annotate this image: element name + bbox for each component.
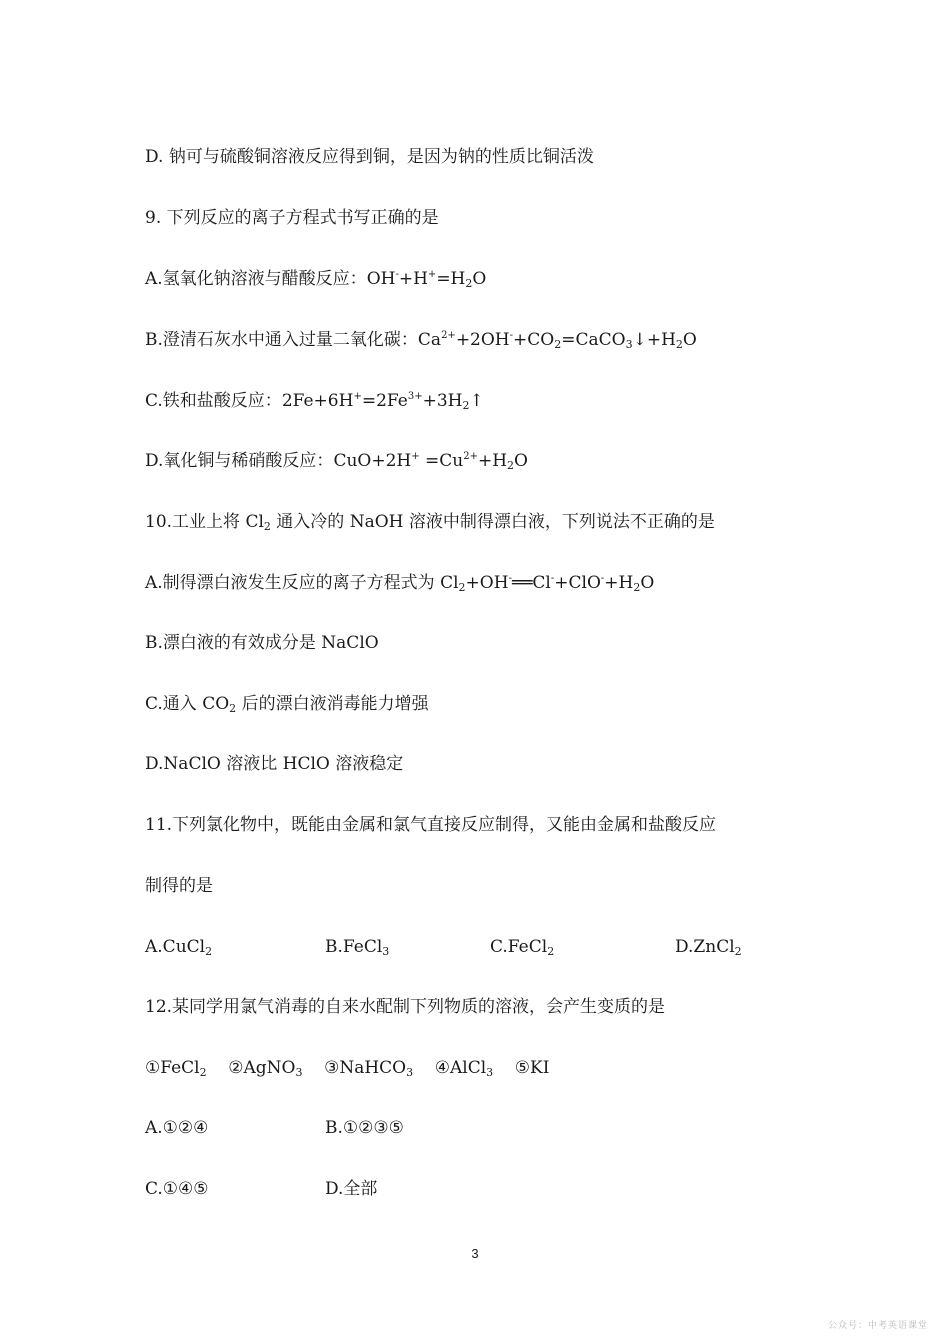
q11-option-a-text: A.CuCl <box>145 937 206 957</box>
q9-option-d: D.氧化铜与稀硝酸反应：$CuO+2H^+ =Cu^{2+}+H_2O$ <box>145 451 528 472</box>
watermark: 公众号：中考英语课堂 <box>827 1321 928 1331</box>
q12-item-2-text: ②AgNO <box>228 1058 296 1078</box>
q10-option-a: A.制得漂白液发生反应的离子方程式为 $Cl_2+OH^-══Cl^-+ClO^-+H_2O$ <box>145 573 655 594</box>
q10-option-d: D.NaClO 溶液比 HClO 溶液稳定 <box>145 754 404 774</box>
q11-stem-line2: 制得的是 <box>145 876 213 896</box>
q9-option-b: B.澄清石灰水中通入过量二氧化碳：$Ca^{2+}+2OH^-+CO_2=CaCO_3↓+H_2O$ <box>145 330 697 351</box>
q10-option-c-pre: C.通入 <box>145 694 203 714</box>
q12-option-c: C.①④⑤ <box>145 1179 209 1199</box>
q10-stem: 10.工业上将 $Cl_2$ 通入冷的 NaOH 溶液中制得漂白液，下列说法不正确的是 <box>145 512 715 533</box>
q12-item-1: ①FeCl$_2$ <box>145 1058 207 1079</box>
q9-option-c: C.铁和盐酸反应：$2Fe+6H^+=2Fe^{3+}+3H_2↑$ <box>145 391 484 412</box>
q11-option-b-text: B.FeCl <box>325 937 383 957</box>
q10-stem-pre: 10.工业上将 <box>145 512 246 532</box>
q12-item-3-text: ③NaHCO <box>324 1058 407 1078</box>
q9-option-d-text: D.氧化铜与稀硝酸反应： <box>145 451 334 471</box>
q12-option-a: A.①②④ <box>145 1118 209 1138</box>
q11-option-c: C.FeCl$_2$ <box>490 937 555 958</box>
q9-option-a-text: A.氢氧化钠溶液与醋酸反应： <box>145 269 367 289</box>
q11-option-a: A.CuCl$_2$ <box>145 937 213 958</box>
q12-item-4-text: ④AlCl <box>434 1058 487 1078</box>
q12-item-4: ④AlCl$_3$ <box>434 1058 494 1079</box>
q9-stem: 9. 下列反应的离子方程式书写正确的是 <box>145 208 439 228</box>
q10-option-a-text: A.制得漂白液发生反应的离子方程式为 <box>145 573 441 593</box>
q11-option-c-text: C.FeCl <box>490 937 548 957</box>
q11-option-d: D.ZnCl$_2$ <box>675 937 742 958</box>
q10-option-b: B.漂白液的有效成分是 NaClO <box>145 633 379 653</box>
q12-item-1-text: ①FeCl <box>145 1058 200 1078</box>
q12-item-5: ⑤KI <box>514 1058 550 1078</box>
q12-option-d: D.全部 <box>325 1179 378 1199</box>
q10-option-c-post: 后的漂白液消毒能力增强 <box>236 694 429 714</box>
q11-stem-line1: 11.下列氯化物中，既能由金属和氯气直接反应制得，又能由金属和盐酸反应 <box>145 815 717 835</box>
q11-option-b: B.FeCl$_3$ <box>325 937 390 958</box>
q12-option-b: B.①②③⑤ <box>325 1118 404 1138</box>
q10-option-c: C.通入 $CO_2$ 后的漂白液消毒能力增强 <box>145 694 429 715</box>
q12-item-3: ③NaHCO$_3$ <box>324 1058 414 1079</box>
q9-option-c-text: C.铁和盐酸反应： <box>145 391 282 411</box>
page-number: 3 <box>471 1246 479 1261</box>
q8-option-d-text: D. 钠可与硫酸铜溶液反应得到铜，是因为钠的性质比铜活泼 <box>145 147 594 167</box>
q11-option-d-text: D.ZnCl <box>675 937 735 957</box>
q9-option-b-text: B.澄清石灰水中通入过量二氧化碳： <box>145 330 418 350</box>
q10-stem-post: 通入冷的 NaOH 溶液中制得漂白液，下列说法不正确的是 <box>270 512 715 532</box>
q12-stem: 12.某同学用氯气消毒的自来水配制下列物质的溶液，会产生变质的是 <box>145 997 666 1017</box>
q9-option-a: A.氢氧化钠溶液与醋酸反应：$OH^-+H^+=H_2O$ <box>145 269 487 290</box>
q12-items <box>145 1057 549 1079</box>
q12-item-2: ②AgNO$_3$ <box>228 1058 303 1079</box>
q8-option-d <box>145 146 594 168</box>
